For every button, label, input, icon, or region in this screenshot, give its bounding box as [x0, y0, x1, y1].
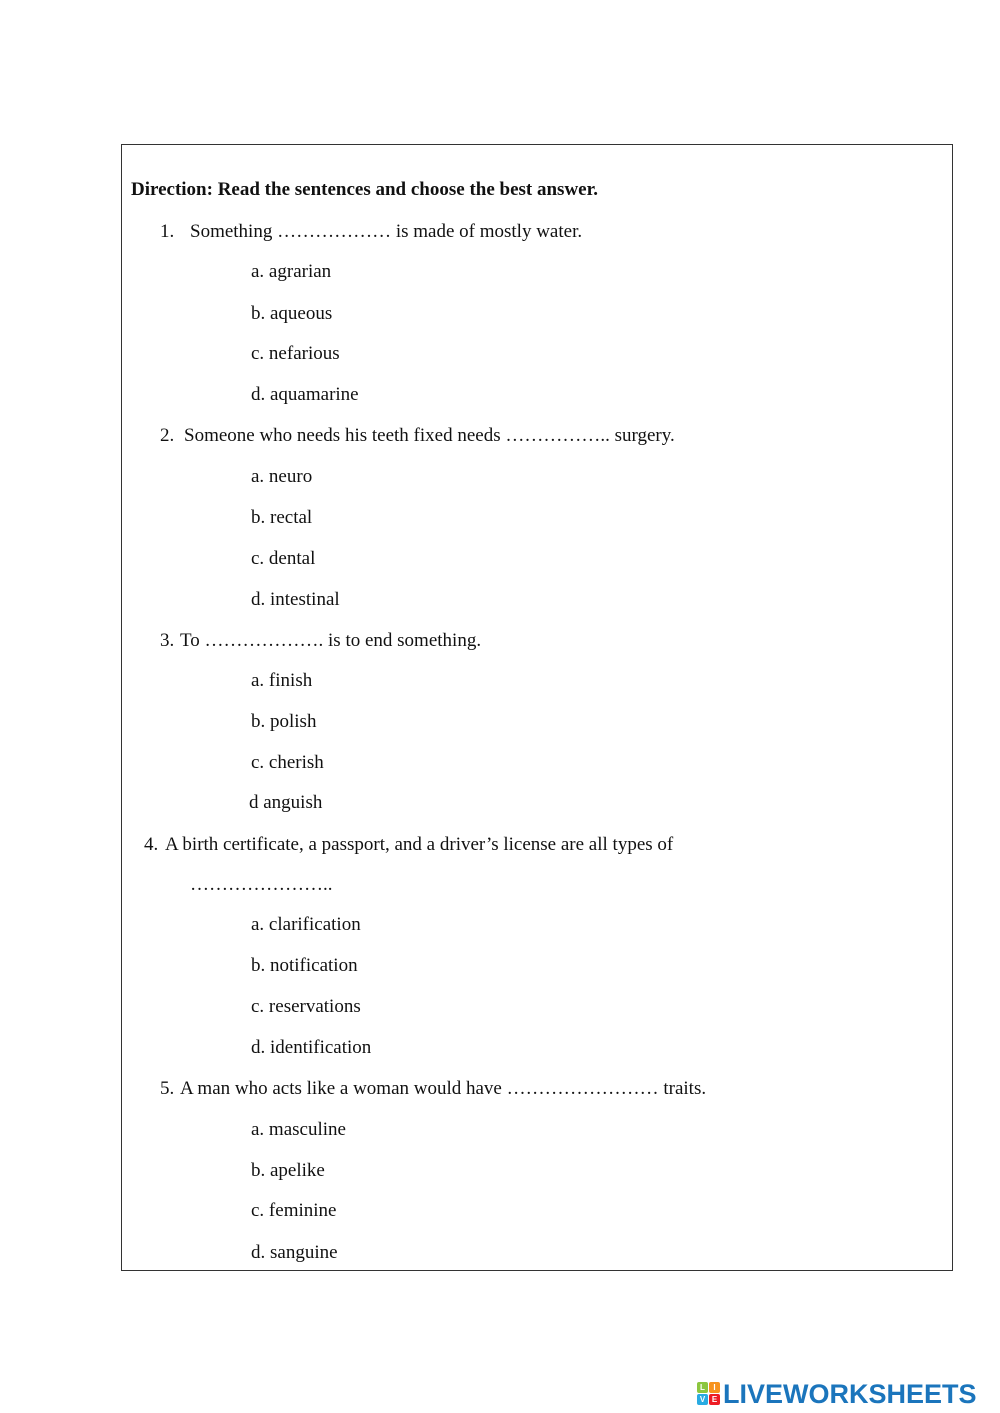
question-4-option-d[interactable]: d. identification [251, 1037, 372, 1058]
question-3-option-a[interactable]: a. finish [251, 670, 313, 691]
question-5-option-d[interactable]: d. sanguine [251, 1242, 338, 1263]
logo-tile-v: V [697, 1394, 708, 1405]
question-2-text: Someone who needs his teeth fixed needs …………….. surgery. [184, 425, 675, 446]
question-4-option-b[interactable]: b. notification [251, 955, 358, 976]
question-2-option-a[interactable]: a. neuro [251, 466, 313, 487]
question-5-text: A man who acts like a woman would have …………………… traits. [180, 1078, 707, 1099]
question-3-option-b[interactable]: b. polish [251, 711, 317, 732]
logo-tile-l: L [697, 1382, 708, 1393]
question-5-option-b[interactable]: b. apelike [251, 1160, 325, 1181]
question-5-option-c[interactable]: c. feminine [251, 1200, 337, 1221]
question-2-option-d[interactable]: d. intestinal [251, 589, 340, 610]
question-3-text: To ………………. is to end something. [180, 630, 482, 651]
liveworksheets-logo [697, 1378, 977, 1410]
question-1-number: 1. [160, 221, 175, 242]
question-2-option-c[interactable]: c. dental [251, 548, 316, 569]
question-4-option-c[interactable]: c. reservations [251, 996, 361, 1017]
question-3-number: 3. [160, 630, 175, 651]
worksheet-frame [121, 144, 953, 1271]
logo-text: LIVEWORKSHEETS [723, 1378, 977, 1409]
question-4-option-a[interactable]: a. clarification [251, 914, 361, 935]
logo-tile-e: E [709, 1394, 720, 1405]
question-5-option-a[interactable]: a. masculine [251, 1119, 346, 1140]
logo-mark-icon [697, 1382, 721, 1406]
direction-text: Direction: Read the sentences and choose the best answer. [131, 179, 599, 200]
question-5-number: 5. [160, 1078, 175, 1099]
question-4-blank: ………………….. [190, 874, 333, 895]
question-1-option-b[interactable]: b. aqueous [251, 303, 333, 324]
question-2-number: 2. [160, 425, 175, 446]
logo-tile-i: I [709, 1382, 720, 1393]
question-4-number: 4. [144, 834, 159, 855]
question-2-option-b[interactable]: b. rectal [251, 507, 313, 528]
question-3-option-d[interactable]: d anguish [249, 792, 323, 813]
question-4-text: A birth certificate, a passport, and a driver’s license are all types of [165, 834, 674, 855]
question-1-option-a[interactable]: a. agrarian [251, 261, 332, 282]
question-1-text: Something ……………… is made of mostly water. [190, 221, 583, 242]
question-1-option-d[interactable]: d. aquamarine [251, 384, 359, 405]
question-1-option-c[interactable]: c. nefarious [251, 343, 340, 364]
question-3-option-c[interactable]: c. cherish [251, 752, 324, 773]
